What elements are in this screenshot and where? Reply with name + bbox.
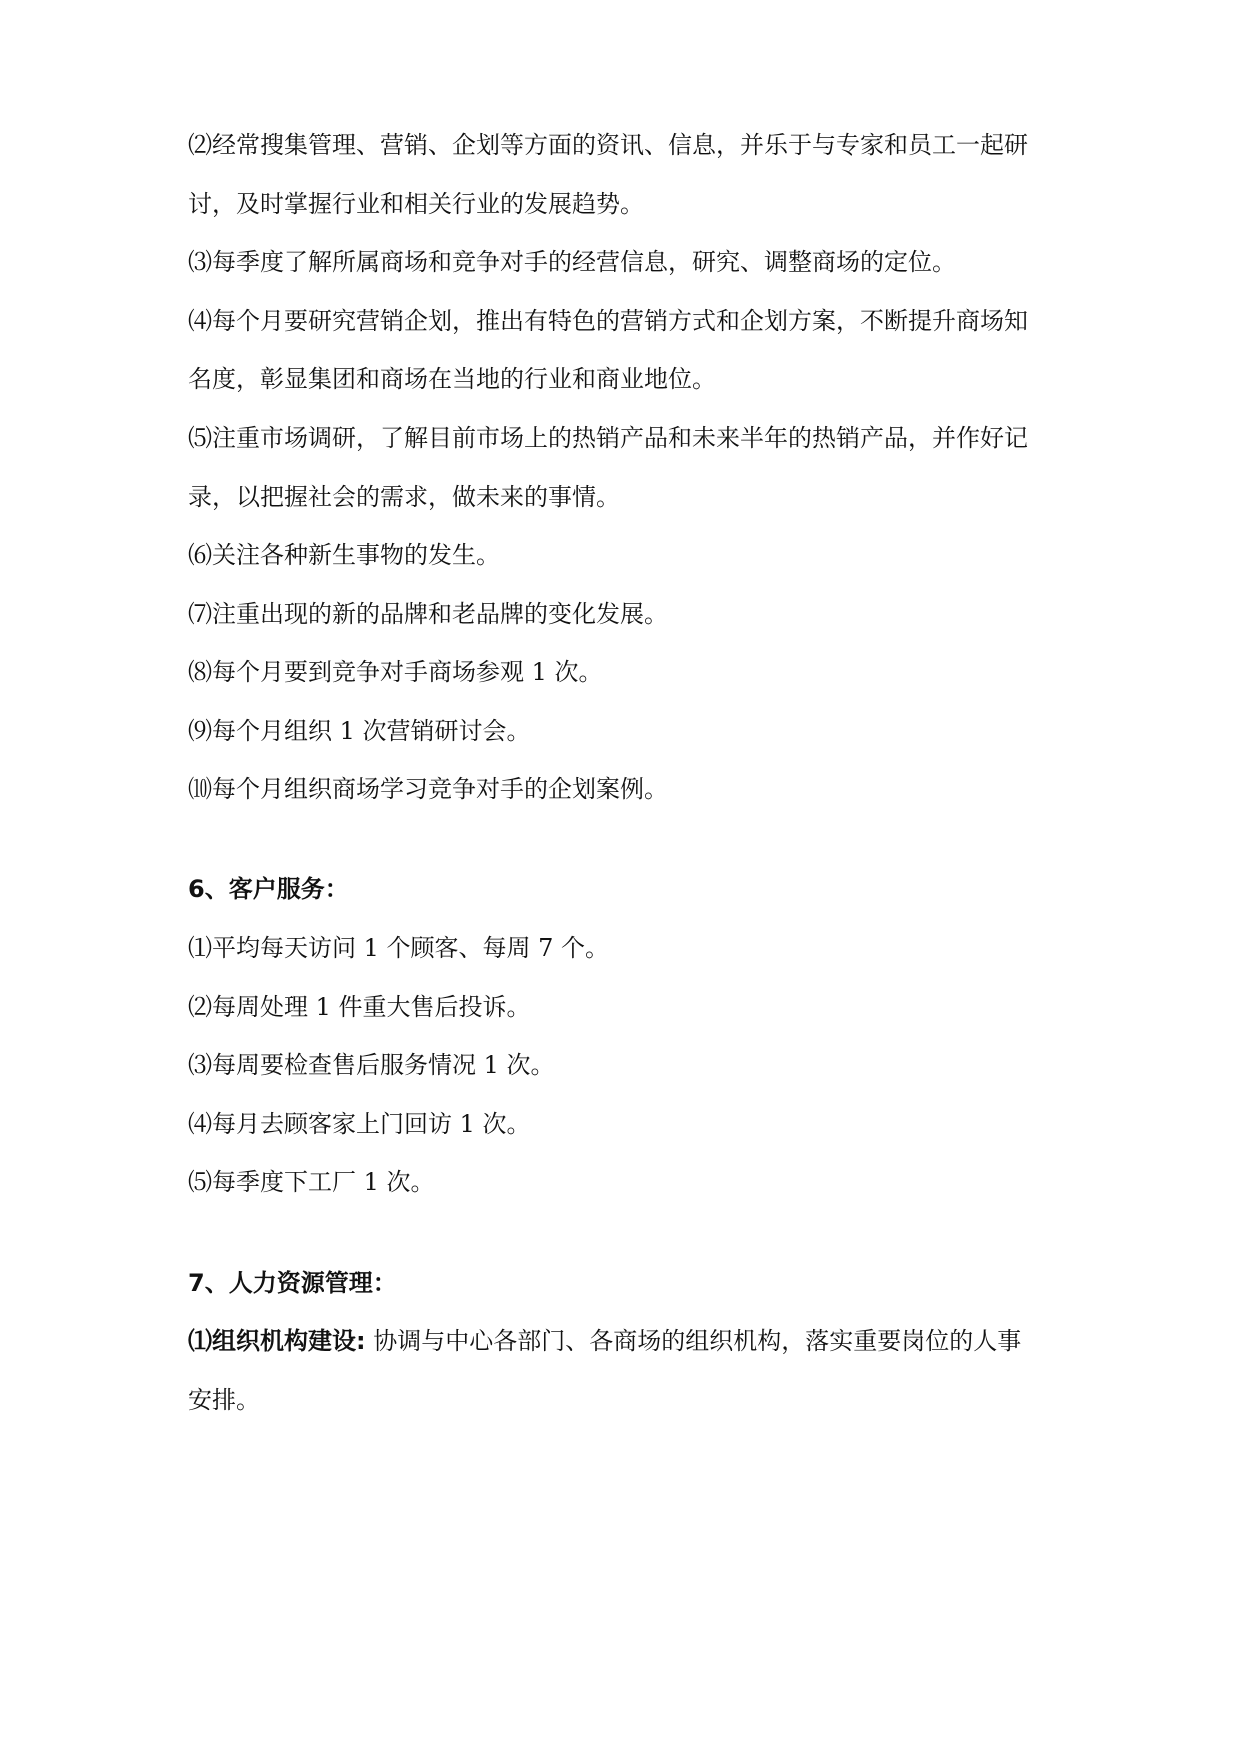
s6-item-2: ⑵每周处理 1 件重大售后投诉。: [188, 993, 531, 1021]
section-6-heading: 6、客户服务：: [188, 875, 349, 903]
s5-item-2-line-2: 讨，及时掌握行业和相关行业的发展趋势。: [188, 190, 644, 218]
s6-item-1: ⑴平均每天访问 1 个顾客、每周 7 个。: [188, 934, 610, 962]
s6-item-5: ⑸每季度下工厂 1 次。: [188, 1168, 435, 1196]
s5-item-4-line-1: ⑷每个月要研究营销企划，推出有特色的营销方式和企划方案，不断提升商场知: [188, 307, 1028, 335]
s7-item-1-label: ⑴组织机构建设:: [188, 1327, 366, 1355]
s6-item-4: ⑷每月去顾客家上门回访 1 次。: [188, 1110, 531, 1138]
s5-item-8: ⑻每个月要到竞争对手商场参观 1 次。: [188, 658, 603, 686]
s5-item-5-line-2: 录，以把握社会的需求，做未来的事情。: [188, 483, 620, 511]
section-7-heading: 7、人力资源管理：: [188, 1269, 397, 1297]
s5-item-10: ⑽每个月组织商场学习竞争对手的企划案例。: [188, 775, 668, 803]
s7-item-1-text: 协调与中心各部门、各商场的组织机构，落实重要岗位的人事: [365, 1327, 1022, 1355]
s7-item-1-line-2: 安排。: [188, 1386, 260, 1414]
s5-item-5-line-1: ⑸注重市场调研，了解目前市场上的热销产品和未来半年的热销产品，并作好记: [188, 424, 1028, 452]
s6-item-3: ⑶每周要检查售后服务情况 1 次。: [188, 1051, 555, 1079]
s5-item-3: ⑶每季度了解所属商场和竞争对手的经营信息，研究、调整商场的定位。: [188, 248, 956, 276]
s7-item-1-line-1: [188, 1324, 1068, 1358]
s5-item-4-line-2: 名度，彰显集团和商场在当地的行业和商业地位。: [188, 365, 716, 393]
s5-item-2-line-1: ⑵经常搜集管理、营销、企划等方面的资讯、信息，并乐于与专家和员工一起研: [188, 131, 1028, 159]
s5-item-6: ⑹关注各种新生事物的发生。: [188, 541, 500, 569]
s5-item-7: ⑺注重出现的新的品牌和老品牌的变化发展。: [188, 600, 668, 628]
s5-item-9: ⑼每个月组织 1 次营销研讨会。: [188, 717, 531, 745]
